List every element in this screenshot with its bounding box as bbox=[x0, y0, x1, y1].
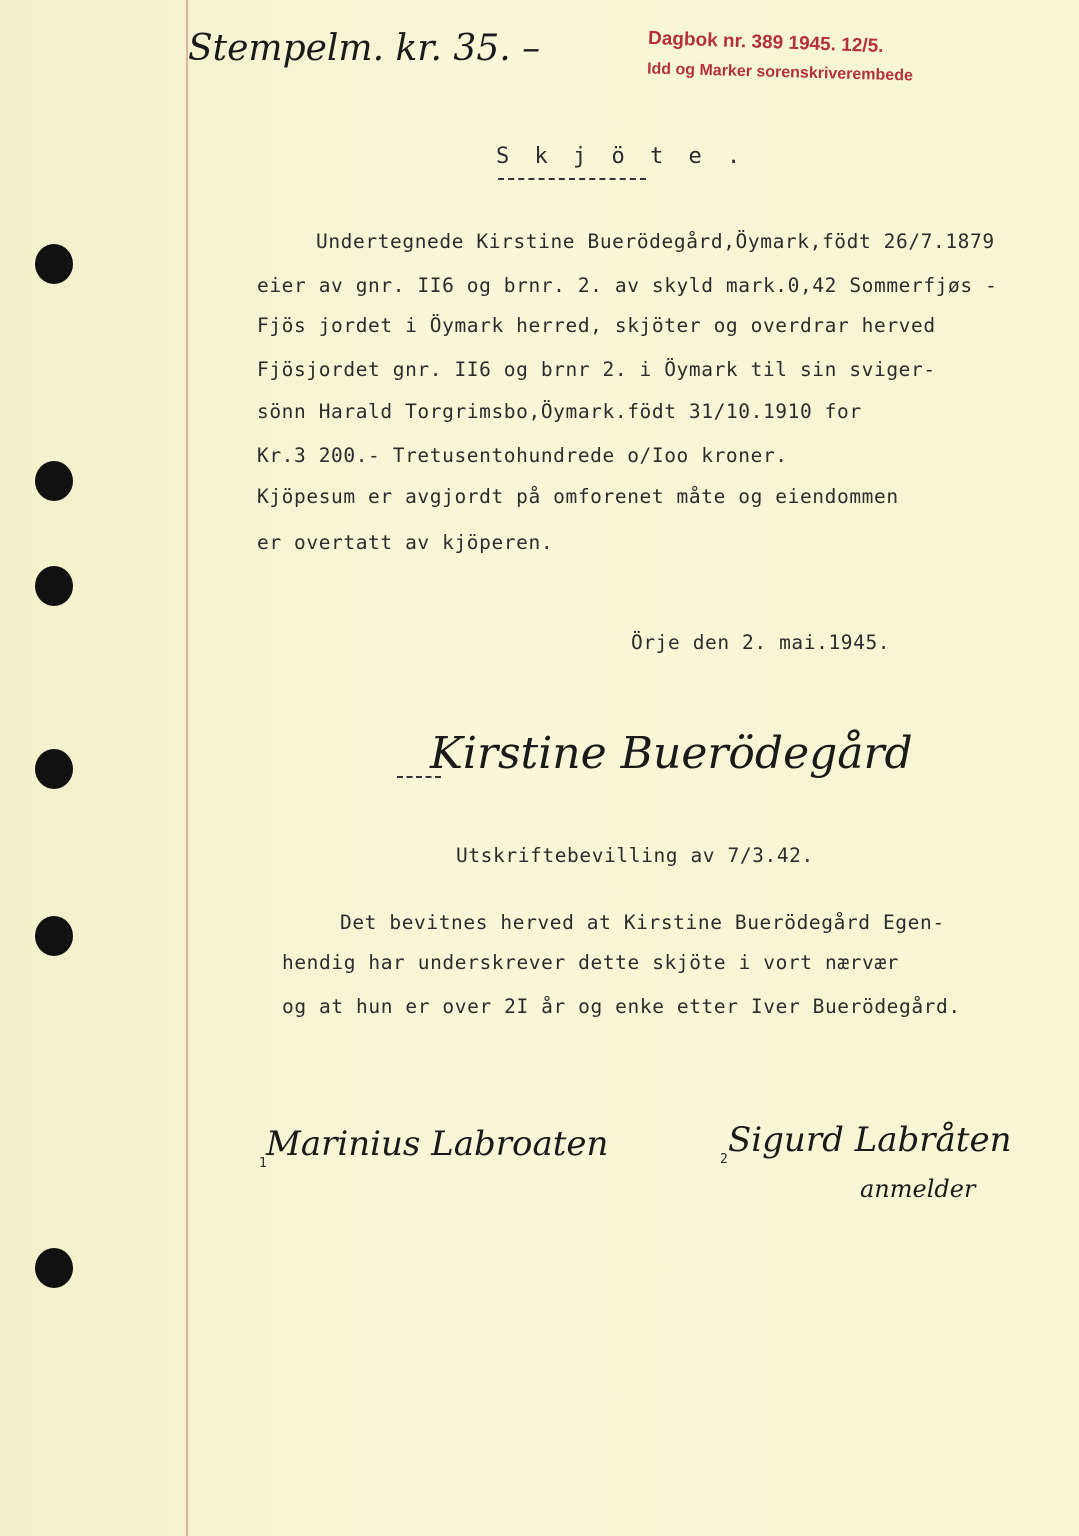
registry-stamp-line1: Dagbok nr. 389 1945. 12/5. bbox=[647, 27, 884, 58]
stamp-duty-note: Stempelm. kr. 35. – bbox=[188, 28, 541, 69]
margin-rule bbox=[186, 0, 188, 1536]
witness-line: Det bevitnes herved at Kirstine Buerödegård Egen- bbox=[340, 911, 945, 934]
witness1-signature: Marinius Labroaten bbox=[266, 1124, 609, 1164]
body-line: er overtatt av kjöperen. bbox=[257, 531, 554, 554]
signature-rule bbox=[397, 776, 441, 778]
body-line: Kr.3 200.- Tretusentohundrede o/Ioo kroner. bbox=[257, 444, 788, 467]
witness-line: hendig har underskrever dette skjöte i vort nærvær bbox=[282, 951, 899, 974]
title-underline bbox=[498, 178, 646, 180]
punch-hole bbox=[35, 566, 73, 606]
grantor-signature: Kirstine Buerödegård bbox=[430, 728, 913, 779]
witness-number: 2 bbox=[720, 1152, 728, 1167]
license-note: Utskriftebevilling av 7/3.42. bbox=[456, 844, 814, 867]
place-date: Örje den 2. mai.1945. bbox=[631, 631, 891, 654]
body-line: Kjöpesum er avgjordt på omforenet måte og eiendommen bbox=[257, 485, 899, 508]
body-line: sönn Harald Torgrimsbo,Öymark.födt 31/10.1910 for bbox=[257, 400, 862, 423]
punch-hole bbox=[35, 916, 73, 956]
witness-line: og at hun er over 2I år og enke etter Iver Buerödegård. bbox=[282, 995, 961, 1018]
witness2-signature: Sigurd Labråten bbox=[728, 1120, 1012, 1160]
body-line: eier av gnr. II6 og brnr. 2. av skyld mark.0,42 Sommerfjøs - bbox=[257, 274, 998, 297]
punch-hole bbox=[35, 749, 73, 789]
document-title: S k j ö t e . bbox=[496, 144, 747, 169]
body-line: Fjösjordet gnr. II6 og brnr 2. i Öymark til sin sviger- bbox=[257, 358, 936, 381]
body-line: Fjös jordet i Öymark herred, skjöter og overdrar herved bbox=[257, 314, 936, 337]
punch-hole bbox=[35, 461, 73, 501]
body-line: Undertegnede Kirstine Buerödegård,Öymark,födt 26/7.1879 bbox=[316, 230, 995, 253]
witness2-note: anmelder bbox=[860, 1175, 976, 1203]
witness-number: 1 bbox=[259, 1156, 267, 1171]
punch-hole bbox=[35, 244, 73, 284]
registry-stamp-line2: Idd og Marker sorenskriverembede bbox=[646, 60, 914, 85]
punch-hole bbox=[35, 1248, 73, 1288]
